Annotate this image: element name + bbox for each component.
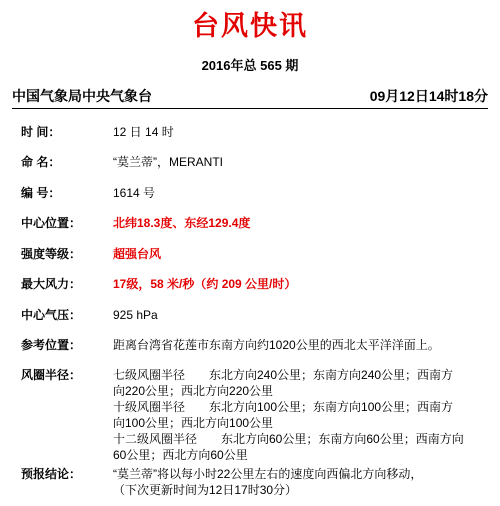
wind-circle-line: 向100公里；西北方向100公里 [113, 416, 274, 430]
wind-circle-line: 向220公里；西北方向220公里 [113, 384, 274, 398]
field-value: 925 hPa [113, 308, 158, 322]
field-label: 预报结论： [21, 467, 82, 481]
field-value: “莫兰蒂”，MERANTI [113, 155, 223, 169]
field-label: 中心位置： [21, 216, 82, 230]
field-label: 编 号： [21, 186, 61, 200]
field-value: 12 日 14 时 [113, 125, 174, 139]
page-title: 台风快讯 [192, 11, 308, 41]
release-time: 09月12日14时18分 [369, 88, 488, 104]
field-label: 中心气压： [21, 308, 82, 322]
field-value: 17级，58 米/秒（约 209 公里/时） [113, 277, 297, 291]
wind-circle-line: 十二级风圈半径 东北方向60公里；东南方向60公里；西南方向 [113, 432, 464, 446]
field-label: 命 名： [21, 155, 61, 169]
field-label: 强度等级： [21, 247, 82, 261]
wind-circle-line: 60公里；西北方向60公里 [113, 448, 248, 462]
forecast-line: “莫兰蒂”将以每小时22公里左右的速度向西偏北方向移动， [113, 467, 423, 481]
issue-number: 2016年总 565 期 [201, 58, 299, 73]
field-value: 超强台风 [113, 247, 162, 261]
agency-name: 中国气象局中央气象台 [12, 88, 152, 104]
field-label: 时 间： [21, 125, 61, 139]
wind-circles-value [113, 367, 465, 463]
field-value: 距离台湾省花莲市东南方向约1020公里的西北太平洋洋面上。 [113, 338, 440, 352]
wind-circle-line: 十级风圈半径 东北方向100公里；东南方向100公里；西南方 [113, 400, 454, 414]
field-value: 1614 号 [113, 186, 156, 200]
forecast-value [113, 466, 465, 498]
field-value: 北纬18.3度、东经129.4度 [113, 216, 251, 230]
field-label: 最大风力： [21, 277, 82, 291]
field-label: 参考位置： [21, 338, 82, 352]
field-label: 风圈半径： [21, 368, 82, 382]
wind-circle-line: 七级风圈半径 东北方向240公里；东南方向240公里；西南方 [113, 368, 454, 382]
divider [12, 108, 488, 109]
forecast-line: （下次更新时间为12日17时30分） [113, 483, 298, 497]
